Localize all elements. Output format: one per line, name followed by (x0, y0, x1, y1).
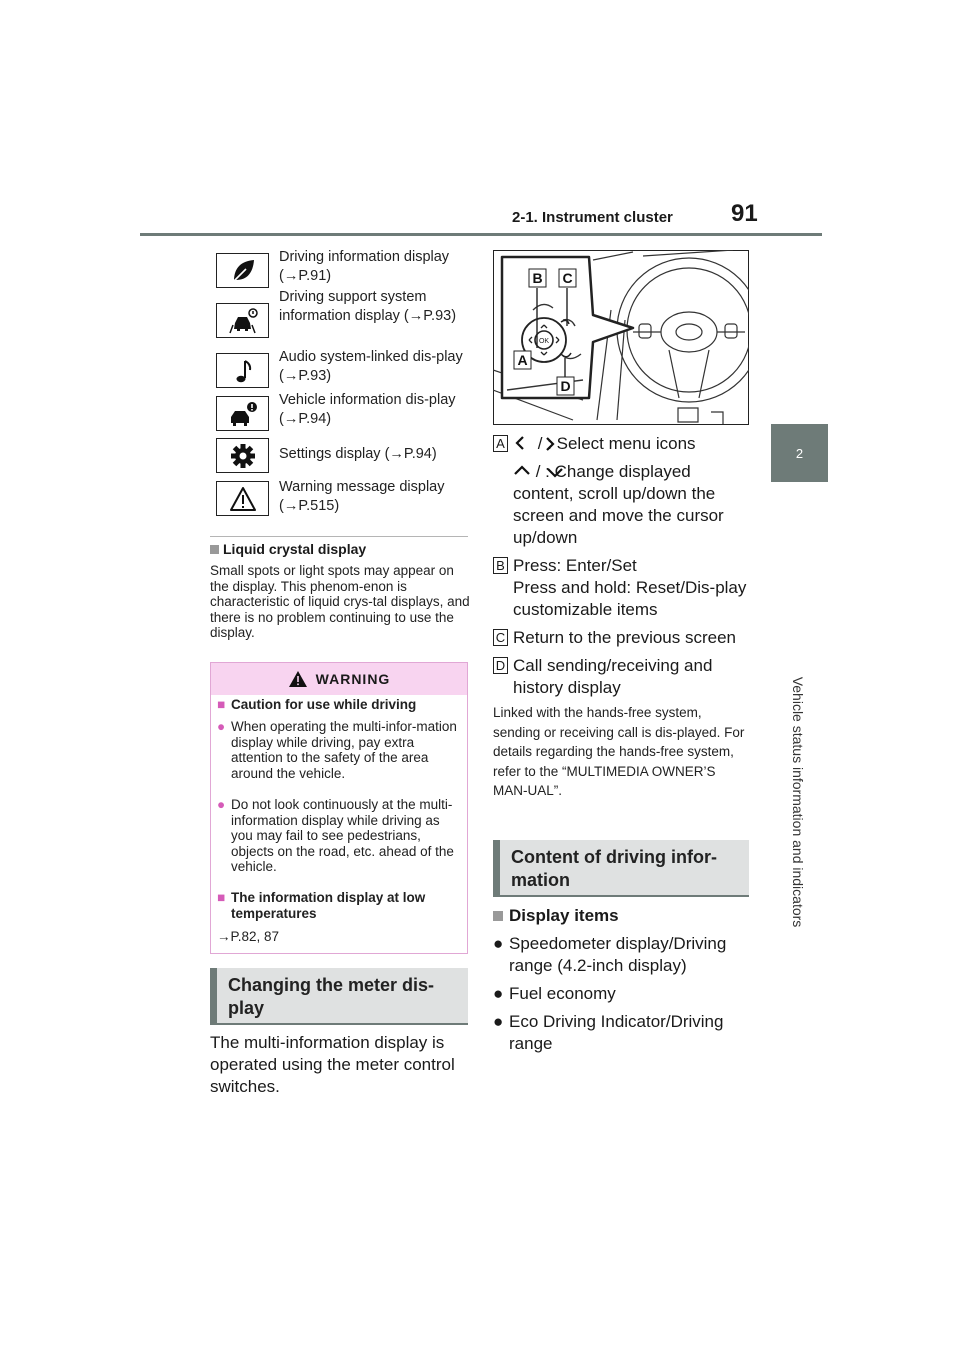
warning-bullet-2: ● Do not look continuously at the multi-information display while driving as you may fail to see pedestrians, objects on the road, etc. ahead of the vehicle. (217, 797, 454, 874)
warning-bullet-1: ● When operating the multi-infor-mation display while driving, pay extra attention to the safety of the area around the vehicle. (217, 719, 457, 781)
item-letter-d: D (493, 657, 508, 674)
item-letter-a: A (493, 435, 508, 452)
changing-heading-text: Changing the meter dis-play (228, 975, 435, 1018)
section-title: 2-1. Instrument cluster (512, 209, 673, 226)
chevron-left-icon (513, 435, 527, 451)
warning-box (210, 662, 468, 954)
item-letter-b: B (493, 557, 508, 574)
list-item: ● Speedometer display/Driving range (4.2-inch display) (493, 934, 727, 975)
warning-title: WARNING (315, 671, 391, 687)
item-a-line2: / : Change displayed content, scroll up/down the screen and move the cursor up/down (513, 462, 724, 547)
item-letter-c: C (493, 629, 508, 646)
vehicle-info-icon (216, 396, 269, 431)
warning-triangle-icon (288, 670, 308, 688)
item-a-line1: / : Select menu icons (513, 433, 753, 455)
divider (210, 536, 468, 537)
chapter-number: 2 (795, 445, 804, 461)
warning-header (211, 663, 467, 695)
item-b-line1: Press: Enter/Set (513, 556, 637, 575)
icon-label-warning-message: Warning message display (→P.515) (279, 479, 445, 514)
section-heading-content (493, 840, 749, 897)
warning-heading-temperature: ■ The information display at low temperatures (217, 890, 426, 921)
section-heading-changing (210, 968, 468, 1025)
chevron-right-icon (543, 436, 557, 452)
chevron-down-icon (546, 467, 564, 479)
driving-support-icon (216, 303, 269, 338)
content-heading-text: Content of driving infor-mation (511, 847, 717, 890)
icon-label-settings: Settings display (→P.94) (279, 446, 437, 462)
heading-bar (210, 968, 217, 1023)
item-d-line1: Call sending/receiving and history display (513, 656, 713, 697)
heading-bar (493, 840, 500, 895)
hands-free-note: Linked with the hands-free system, sending or receiving call is dis-played. For details regarding the hands-free system, refer to the “MULTIMEDIA OWNER’S MAN-UAL”. (493, 705, 745, 798)
icon-label-audio: Audio system-linked dis-play (→P.93) (279, 349, 463, 384)
lcd-body: Small spots or light spots may appear on the display. This phenom-enon is characteristic of liquid crys-tal displays, and there is no problem continuing to use the display. (210, 563, 470, 640)
item-b-line2: Press and hold: Reset/Dis-play customizable items (513, 578, 747, 619)
warning-heading-driving: ■ Caution for use while driving (217, 697, 417, 712)
page-number: 91 (731, 200, 758, 227)
display-items-title: Display items (493, 906, 619, 926)
icon-label-driving-support: Driving support system information display (→P.93) (279, 289, 457, 324)
chevron-up-icon (513, 464, 531, 476)
changing-body: The multi-information display is operated using the meter control switches. (210, 1033, 455, 1096)
lcd-title (210, 541, 366, 557)
figure-label-c: C (562, 270, 573, 286)
list-item: ● Fuel economy (493, 984, 616, 1003)
item-c-line1: Return to the previous screen (513, 628, 737, 647)
square-bullet-icon (493, 911, 503, 921)
figure-label-d: D (560, 378, 571, 394)
chapter-tab (771, 424, 828, 482)
warning-triangle-icon (216, 481, 269, 516)
figure-label-a: A (517, 352, 528, 368)
icon-label-driving-info: Driving information display (→P.91) (279, 249, 450, 284)
music-note-icon (216, 353, 269, 388)
figure-label-b: B (532, 270, 543, 286)
steering-switch-figure (493, 250, 749, 425)
chapter-title: Vehicle status information and indicators (790, 676, 806, 928)
list-item: ● Eco Driving Indicator/Driving range (493, 1012, 724, 1053)
square-bullet-icon (210, 545, 219, 554)
warning-reference: →P.82, 87 (217, 929, 280, 944)
header-rule (140, 233, 822, 236)
gear-icon (216, 438, 269, 473)
leaf-icon (216, 253, 269, 288)
svg-text:OK: OK (538, 338, 550, 345)
lcd-title-text: Liquid crystal display (223, 541, 367, 557)
icon-label-vehicle-info: Vehicle information dis-play (→P.94) (279, 392, 456, 427)
